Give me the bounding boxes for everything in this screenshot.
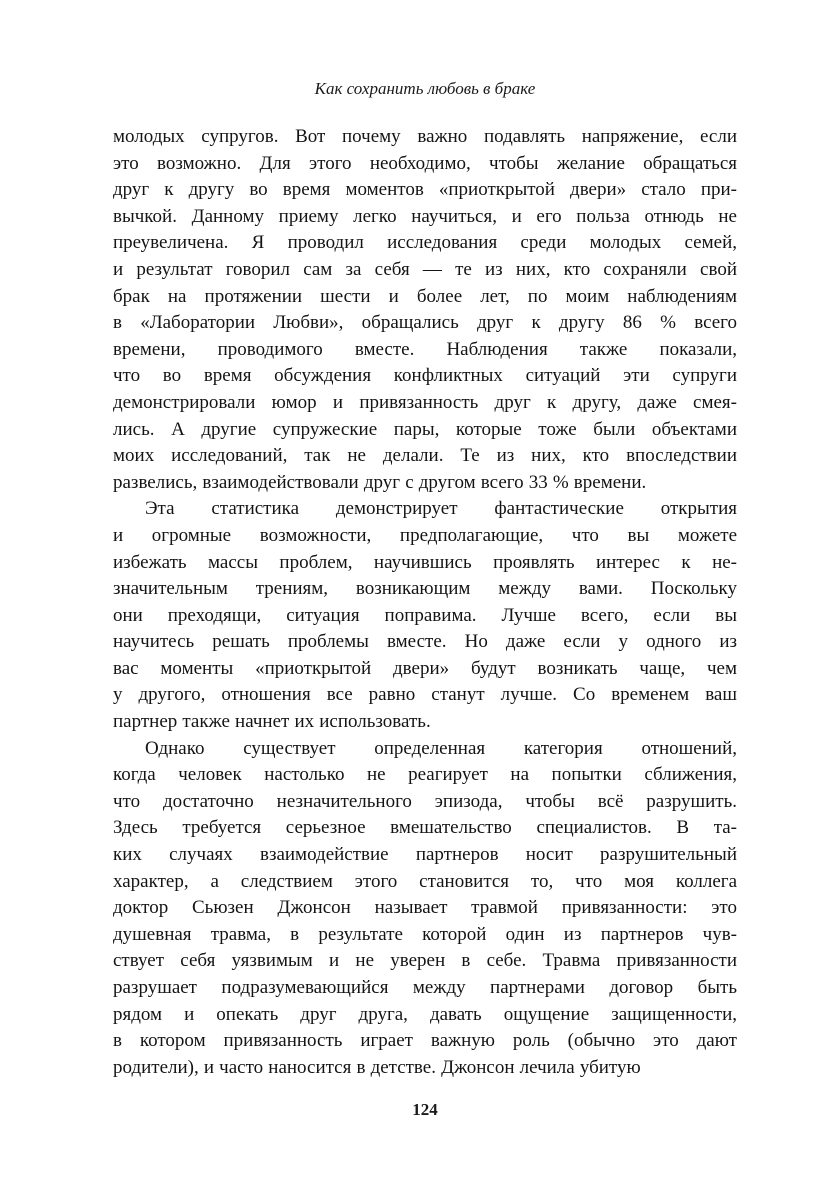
text-line: вычкой. Данному приему легко научиться, и его польза отнюдь не: [113, 205, 737, 227]
text-line: в «Лаборатории Любви», обращались друг к другу 86 % всего: [113, 312, 737, 334]
text-line: Здесь требуется серьезное вмешательство специалистов. В та-: [113, 817, 737, 839]
text-line: моих исследований, так не делали. Те из них, кто впоследствии: [113, 445, 737, 467]
text-line: когда человек настолько не реагирует на попытки сближения,: [113, 764, 737, 786]
text-line: в котором привязанность играет важную роль (обычно это дают: [113, 1030, 737, 1052]
paragraph: [113, 736, 737, 1082]
text-line: научитесь решать проблемы вместе. Но даже если у одного из: [113, 631, 737, 653]
text-line: партнер также начнет их использовать.: [113, 711, 431, 733]
page-number: 124: [412, 1100, 438, 1119]
text-line: вас моменты «приоткрытой двери» будут возникать чаще, чем: [113, 657, 737, 679]
text-line: душевная травма, в результате которой один из партнеров чув-: [113, 923, 737, 945]
text-line: доктор Сьюзен Джонсон называет травмой привязанности: это: [113, 897, 737, 919]
text-line: преувеличена. Я проводил исследования среди молодых семей,: [113, 232, 737, 254]
text-line: избежать массы проблем, научившись проявлять интерес к не-: [113, 551, 737, 573]
text-line: ствует себя уязвимым и не уверен в себе. Травма привязанности: [113, 950, 737, 972]
body-text: [113, 124, 737, 1081]
text-line: развелись, взаимодействовали друг с другом всего 33 % времени.: [113, 471, 647, 493]
text-line: разрушает подразумевающийся между партнерами договор быть: [113, 977, 737, 998]
text-line: Однако существует определенная категория отношений,: [145, 737, 737, 759]
text-line: молодых супругов. Вот почему важно подавлять напряжение, если: [113, 126, 737, 147]
text-line: у другого, отношения все равно станут лучше. Со временем ваш: [113, 684, 737, 706]
text-line: рядом и опекать друг друга, давать ощущение защищенности,: [113, 1003, 737, 1025]
text-line: лись. А другие супружеские пары, которые тоже были объектами: [113, 418, 737, 440]
running-header: Как сохранить любовь в браке: [314, 79, 536, 98]
paragraph: [113, 124, 737, 496]
text-line: что достаточно незначительного эпизода, чтобы всё разрушить.: [113, 790, 737, 812]
text-line: что во время обсуждения конфликтных ситуаций эти супруги: [113, 365, 737, 387]
text-line: ких случаях взаимодействие партнеров носит разрушительный: [113, 844, 737, 866]
text-line: Эта статистика демонстрирует фантастические открытия: [145, 498, 737, 520]
text-line: друг к другу во время моментов «приоткрытой двери» стало при-: [113, 179, 737, 201]
text-line: времени, проводимого вместе. Наблюдения также показали,: [113, 338, 737, 360]
text-line: и огромные возможности, предполагающие, что вы можете: [113, 524, 737, 546]
text-line: значительным трениям, возникающим между вами. Поскольку: [113, 578, 737, 600]
text-line: это возможно. Для этого необходимо, чтобы желание обращаться: [113, 152, 737, 174]
text-line: брак на протяжении шести и более лет, по моим наблюдениям: [113, 285, 737, 307]
text-line: и результат говорил сам за себя — те из них, кто сохраняли свой: [113, 258, 737, 280]
paragraph: [113, 496, 737, 735]
text-line: демонстрировали юмор и привязанность друг к другу, даже смея-: [113, 391, 737, 413]
text-line: родители), и часто наносится в детстве. Джонсон лечила убитую: [113, 1056, 641, 1078]
text-line: характер, а следствием этого становится то, что моя коллега: [113, 870, 737, 892]
text-line: они преходящи, ситуация поправима. Лучше всего, если вы: [113, 604, 737, 626]
